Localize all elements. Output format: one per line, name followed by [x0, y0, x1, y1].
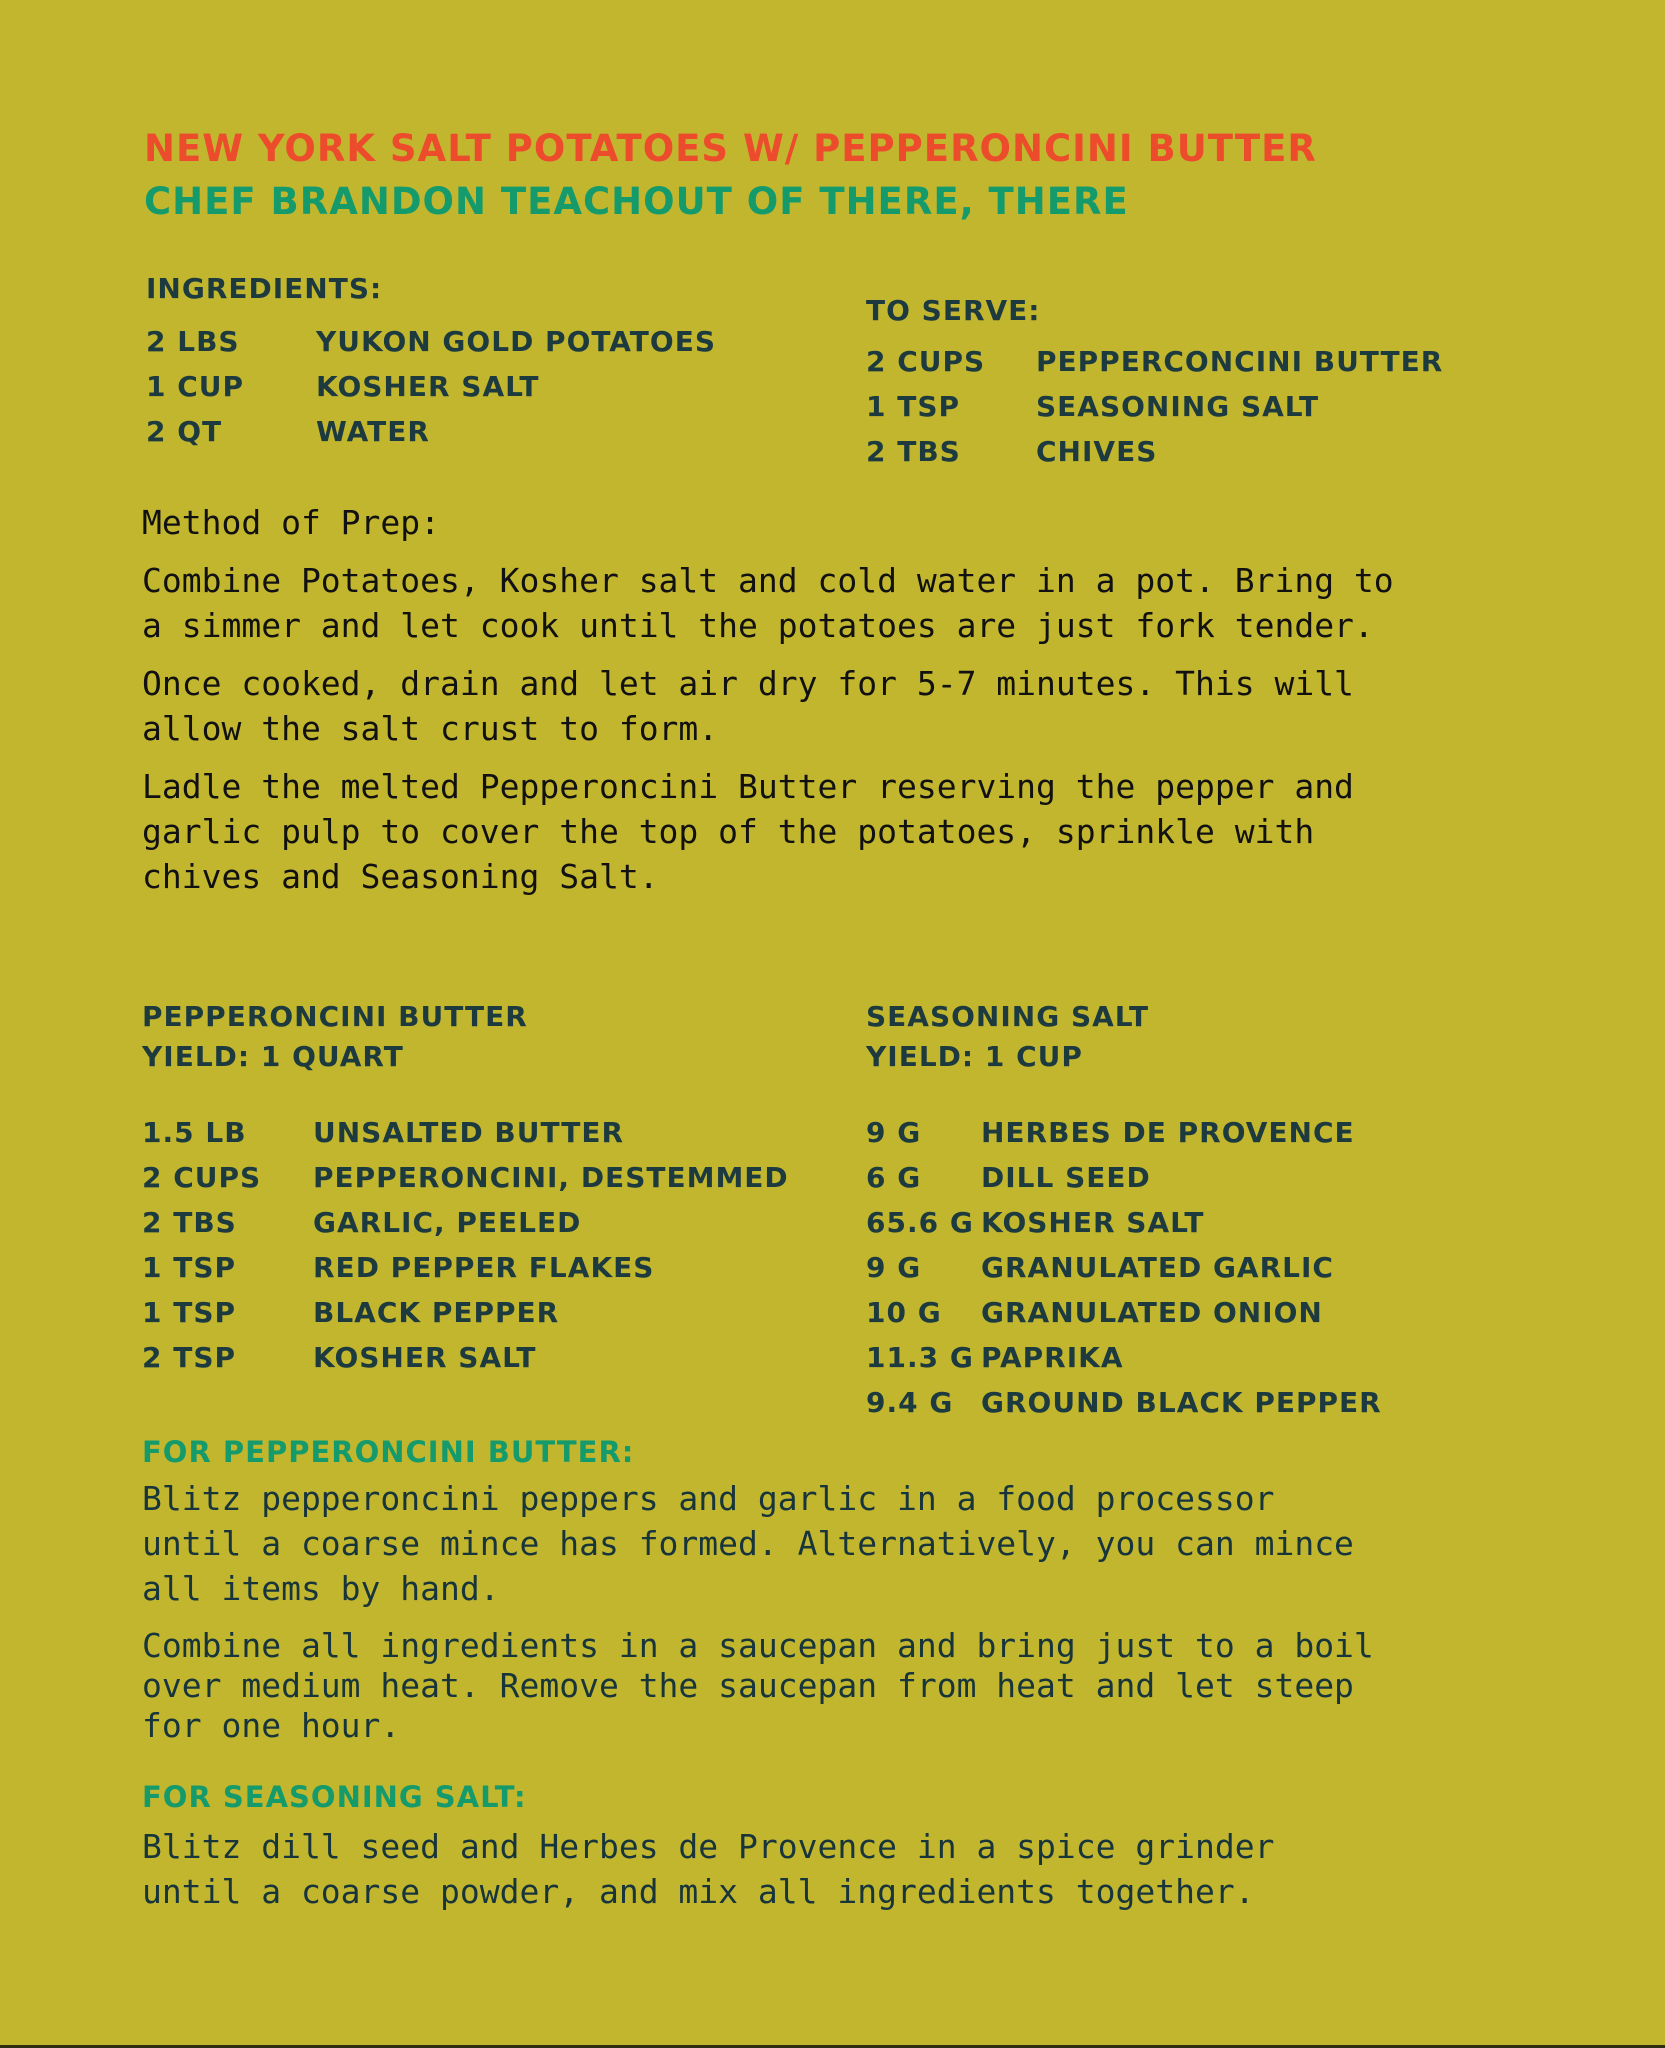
method-step-1	[142, 558, 1394, 648]
method-line: until a coarse mince has formed. Alternatively, you can mince	[142, 1524, 1354, 1563]
butter-heading: PEPPERONCINI BUTTER	[142, 1000, 528, 1033]
method-line: until a coarse powder, and mix all ingredients together.	[142, 1872, 1255, 1911]
ingredients-heading: INGREDIENTS:	[146, 272, 383, 305]
salt-item: KOSHER SALT	[981, 1206, 1205, 1239]
butter-qty: 2 TSP	[142, 1341, 237, 1374]
butter-item: KOSHER SALT	[313, 1341, 537, 1374]
method-line: allow the salt crust to form.	[142, 709, 719, 748]
salt-item: GRANULATED ONION	[981, 1296, 1323, 1329]
method-line: Combine all ingredients in a saucepan and bring just to a boil	[142, 1626, 1374, 1665]
salt-item: GROUND BLACK PEPPER	[981, 1386, 1382, 1419]
ingredient-qty: 1 CUP	[146, 370, 245, 403]
method-step-2	[142, 661, 1354, 751]
butter-qty: 1.5 LB	[142, 1116, 247, 1149]
salt-item: HERBES DE PROVENCE	[981, 1116, 1355, 1149]
method-step-3	[142, 764, 1354, 899]
butter-yield: YIELD: 1 QUART	[142, 1040, 404, 1073]
butter-item: PEPPERONCINI, DESTEMMED	[313, 1161, 789, 1194]
method-heading: Method of Prep:	[142, 503, 441, 542]
recipe-title: NEW YORK SALT POTATOES W/ PEPPERONCINI BUTTER	[144, 127, 1317, 170]
ingredient-item: KOSHER SALT	[316, 370, 540, 403]
method-line: Blitz pepperoncini peppers and garlic in a food processor	[142, 1479, 1275, 1518]
recipe-subtitle: CHEF BRANDON TEACHOUT OF THERE, THERE	[144, 180, 1129, 223]
salt-qty: 11.3 G	[866, 1341, 974, 1374]
butter-item: UNSALTED BUTTER	[313, 1116, 625, 1149]
method-line: Blitz dill seed and Herbes de Provence in a spice grinder	[142, 1827, 1275, 1866]
butter-qty: 2 TBS	[142, 1206, 237, 1239]
method-line: all items by hand.	[142, 1569, 500, 1608]
to-serve-heading: TO SERVE:	[866, 294, 1041, 327]
salt-item: DILL SEED	[981, 1161, 1151, 1194]
serve-item: SEASONING SALT	[1036, 390, 1320, 423]
serve-qty: 2 CUPS	[866, 345, 986, 378]
salt-heading: SEASONING SALT	[866, 1000, 1150, 1033]
serve-item: PEPPERCONCINI BUTTER	[1036, 345, 1444, 378]
ingredient-qty: 2 LBS	[146, 325, 240, 358]
salt-yield: YIELD: 1 CUP	[866, 1040, 1083, 1073]
method-line: garlic pulp to cover the top of the potatoes, sprinkle with	[142, 812, 1315, 851]
method-line: chives and Seasoning Salt.	[142, 857, 659, 896]
ingredient-qty: 2 QT	[146, 415, 223, 448]
butter-qty: 1 TSP	[142, 1296, 237, 1329]
butter-method-step-2	[142, 1626, 1374, 1746]
serve-item: CHIVES	[1036, 435, 1158, 468]
salt-qty: 65.6 G	[866, 1206, 974, 1239]
method-line: Combine Potatoes, Kosher salt and cold water in a pot. Bring to	[142, 561, 1394, 600]
butter-method-step-1	[142, 1476, 1354, 1611]
butter-item: BLACK PEPPER	[313, 1296, 560, 1329]
method-line: over medium heat. Remove the saucepan from heat and let steep	[142, 1666, 1354, 1705]
serve-qty: 1 TSP	[866, 390, 961, 423]
butter-method-heading: FOR PEPPERONCINI BUTTER:	[142, 1435, 635, 1469]
butter-item: GARLIC, PEELED	[313, 1206, 582, 1239]
ingredient-item: WATER	[316, 415, 430, 448]
salt-qty: 9.4 G	[866, 1386, 954, 1419]
method-line: for one hour.	[142, 1706, 401, 1745]
salt-method-heading: FOR SEASONING SALT:	[142, 1780, 527, 1814]
butter-qty: 2 CUPS	[142, 1161, 262, 1194]
butter-item: RED PEPPER FLAKES	[313, 1251, 655, 1284]
method-line: Ladle the melted Pepperoncini Butter reserving the pepper and	[142, 767, 1354, 806]
salt-item: PAPRIKA	[981, 1341, 1124, 1374]
butter-qty: 1 TSP	[142, 1251, 237, 1284]
method-line: Once cooked, drain and let air dry for 5-7 minutes. This will	[142, 664, 1354, 703]
salt-qty: 6 G	[866, 1161, 922, 1194]
serve-qty: 2 TBS	[866, 435, 961, 468]
ingredient-item: YUKON GOLD POTATOES	[316, 325, 716, 358]
salt-qty: 10 G	[866, 1296, 942, 1329]
salt-qty: 9 G	[866, 1116, 922, 1149]
salt-item: GRANULATED GARLIC	[981, 1251, 1334, 1284]
salt-method-step-1	[142, 1824, 1274, 1914]
method-line: a simmer and let cook until the potatoes are just fork tender.	[142, 606, 1374, 645]
salt-qty: 9 G	[866, 1251, 922, 1284]
